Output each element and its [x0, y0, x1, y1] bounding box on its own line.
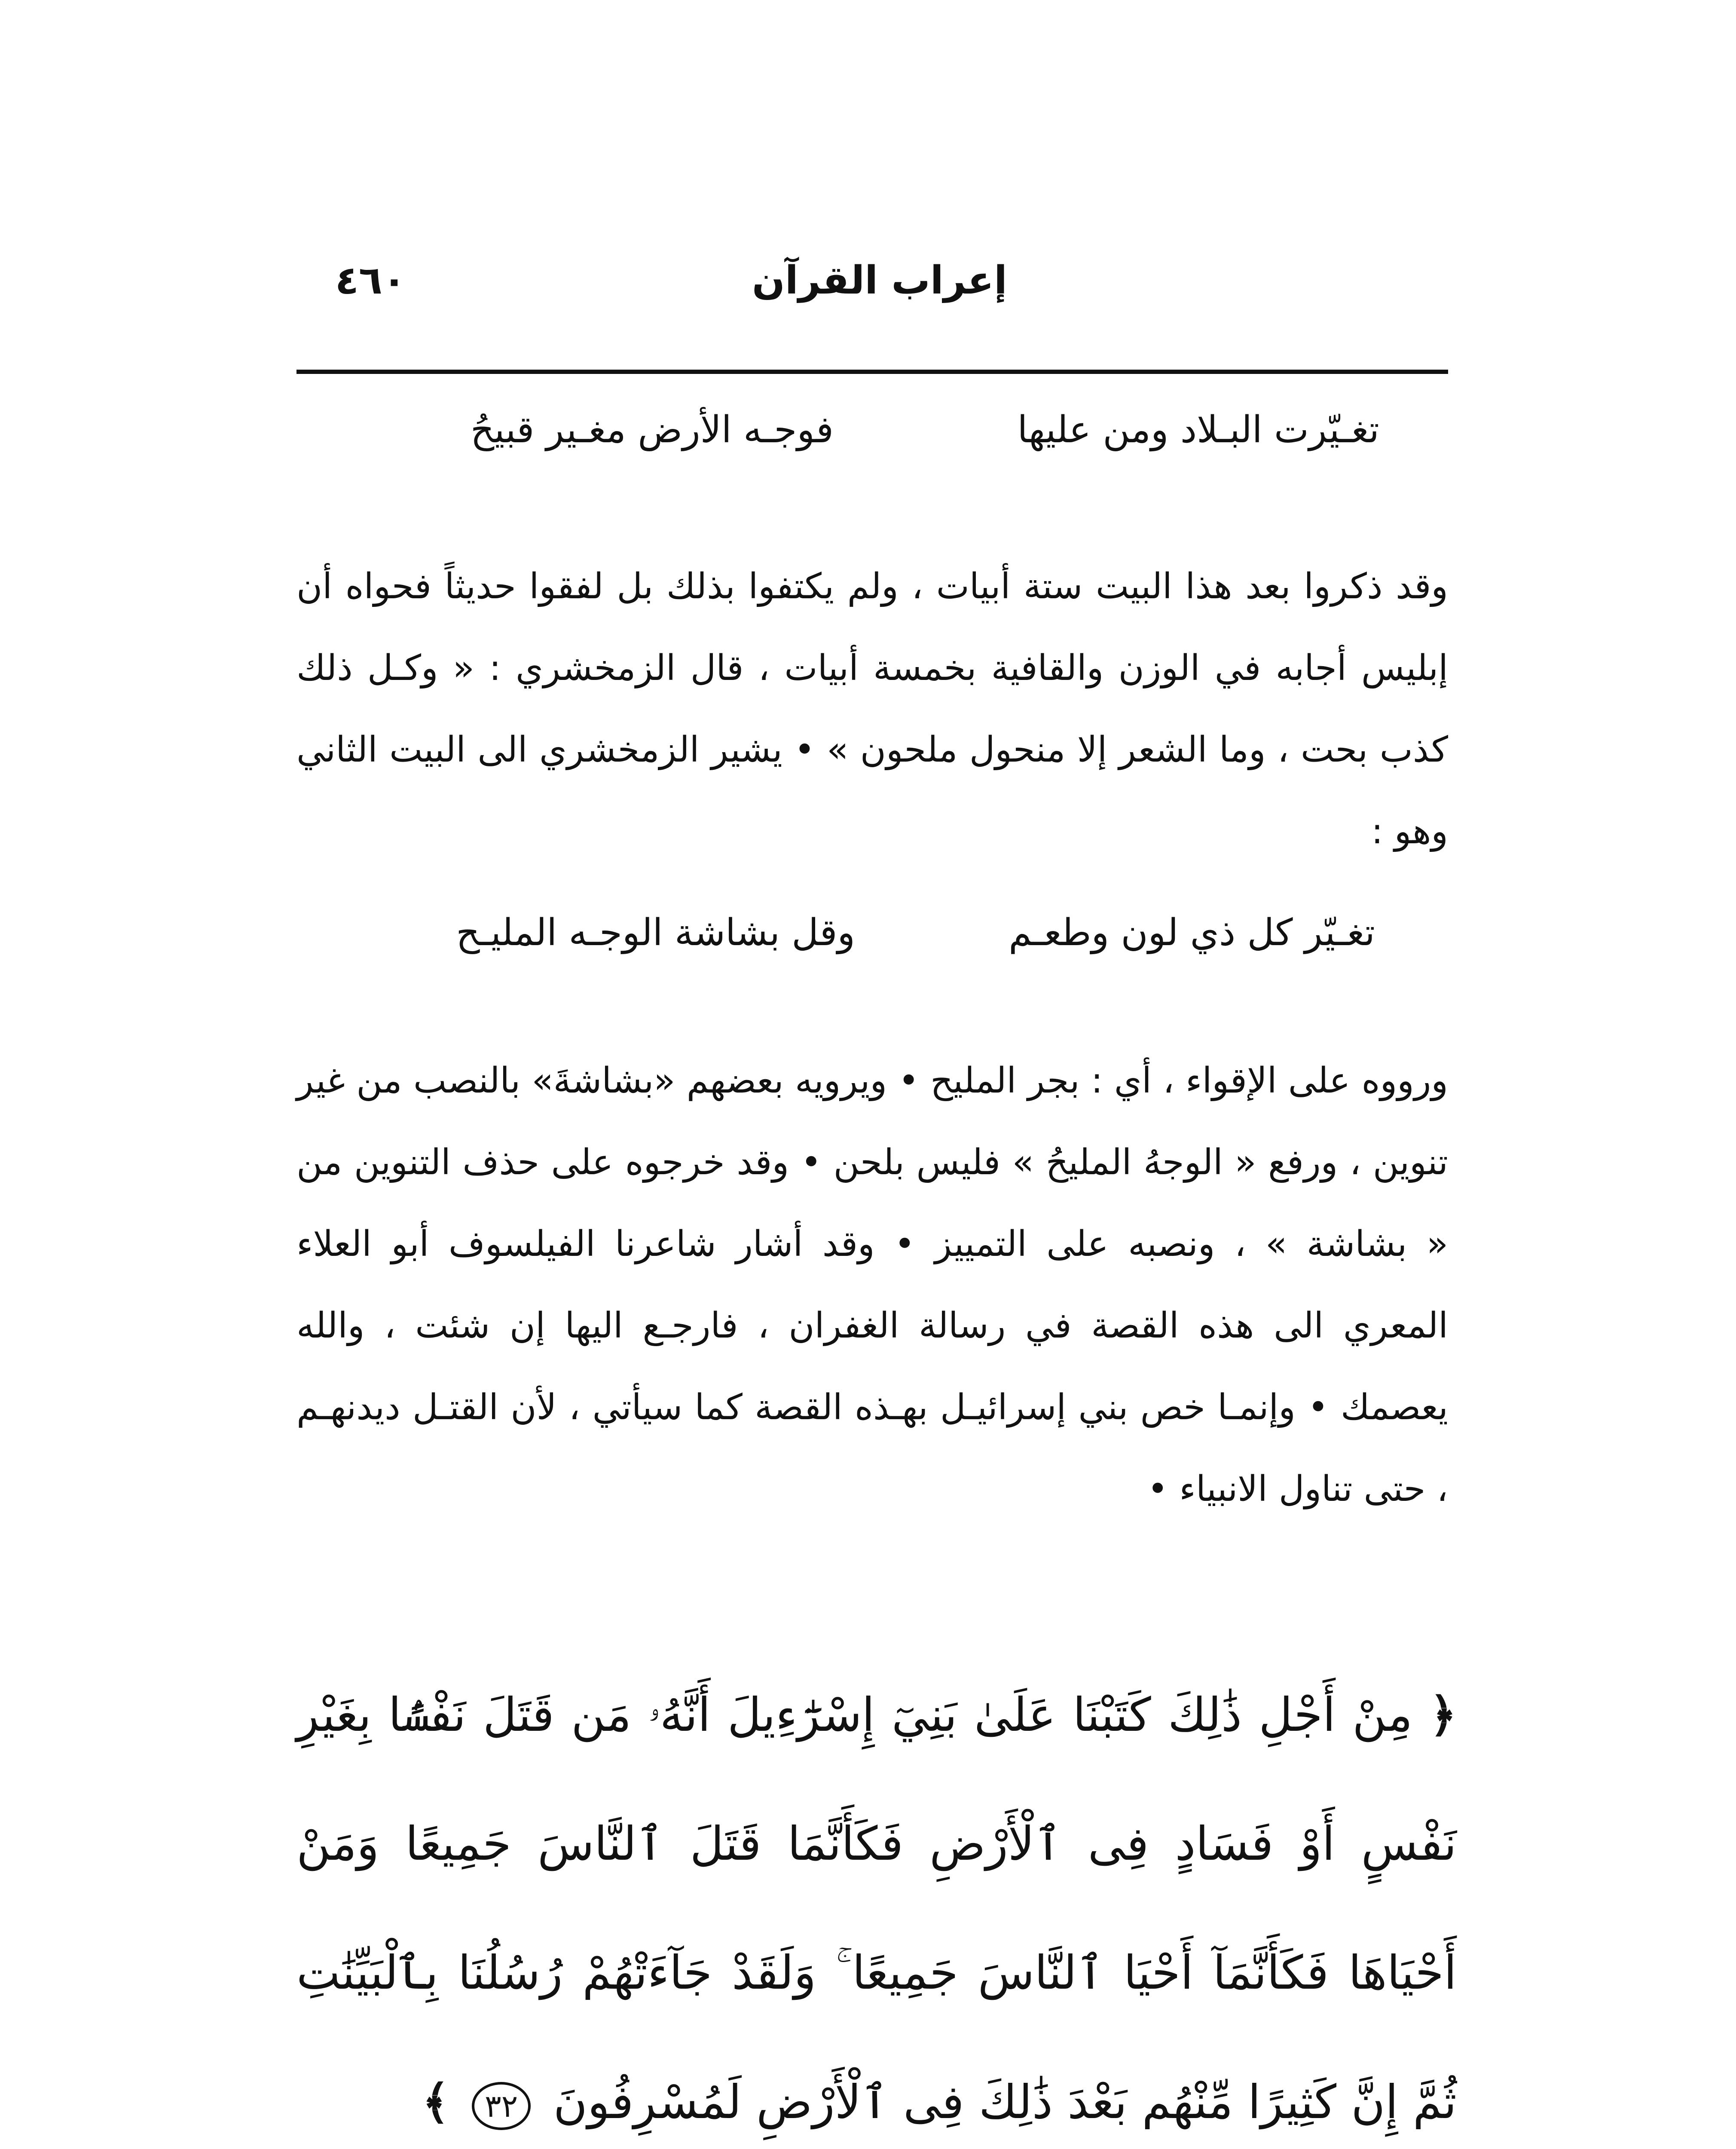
verse-number-marker: ٣٢: [472, 2082, 531, 2130]
verse-1-second-half: فوجـه الأرض مغـير قبيحُ: [470, 408, 834, 451]
verse-2-first-half: تغـيّر كل ذي لون وطعـم: [1009, 911, 1375, 954]
paragraph-2: ورووه على الإقواء ، أي : بجر المليح • ويرويه بعضهم «بشاشةَ» بالنصب من غير تنوين ، ورفع « الوجهُ المليحُ » فليس بلحن • وقد خرجوه على حذف التنوين من « بشاشة » ، ونصبه على التمييز • وقد أشار شاعرنا الفيلسوف أبو العلاء المعري الى هذه القصة في رسالة الغفران ، فارجـع اليها إن شئت ، والله يعصمك • وإنمـا خص بني إسرائيـل بهـذه القصة كما سيأتي ، لأن القتـل ديدنهـم ، حتى تناول الانبياء •: [296, 1060, 1448, 1509]
page-number: ٤٦٠: [335, 258, 406, 303]
book-title: إعراب القرآن: [752, 258, 1008, 303]
quran-open-bracket: ﴿: [1429, 1688, 1457, 1742]
quran-verse-text: مِنْ أَجْلِ ذَٰلِكَ كَتَبْنَا عَلَىٰ بَنِيٓ إِسْرَٰٓءِيلَ أَنَّهُۥ مَن قَتَلَ نَفْسًۢا بِغَيْرِ نَفْسٍ أَوْ فَسَادٍ فِى ٱلْأَرْضِ فَكَأَنَّمَا قَتَلَ ٱلنَّاسَ جَمِيعًا وَمَنْ أَحْيَاهَا فَكَأَنَّمَآ أَحْيَا ٱلنَّاسَ جَمِيعًا ۚ وَلَقَدْ جَآءَتْهُمْ رُسُلُنَا بِٱلْبَيِّنَٰتِ ثُمَّ إِنَّ كَثِيرًا مِّنْهُم بَعْدَ ذَٰلِكَ فِى ٱلْأَرْضِ لَمُسْرِفُونَ: [296, 1688, 1457, 2129]
paragraph-1: وقد ذكروا بعد هذا البيت ستة أبيات ، ولم يكتفوا بذلك بل لفقوا حديثاً فحواه أن إبليس أجابه في الوزن والقافية بخمسة أبيات ، قال الزمخشري : « وكـل ذلك كذب بحت ، وما الشعر إلا منحول ملحون » • يشير الزمخشري الى البيت الثاني وهو :: [296, 566, 1448, 852]
quran-close-bracket: ﴾: [422, 2075, 449, 2129]
header-divider: [296, 370, 1448, 374]
verse-2-second-half: وقل بشاشة الوجـه المليـح: [456, 911, 855, 954]
quran-passage: [296, 1650, 1457, 2149]
verse-1-first-half: تغـيّرت البـلاد ومن عليها: [1017, 408, 1379, 451]
